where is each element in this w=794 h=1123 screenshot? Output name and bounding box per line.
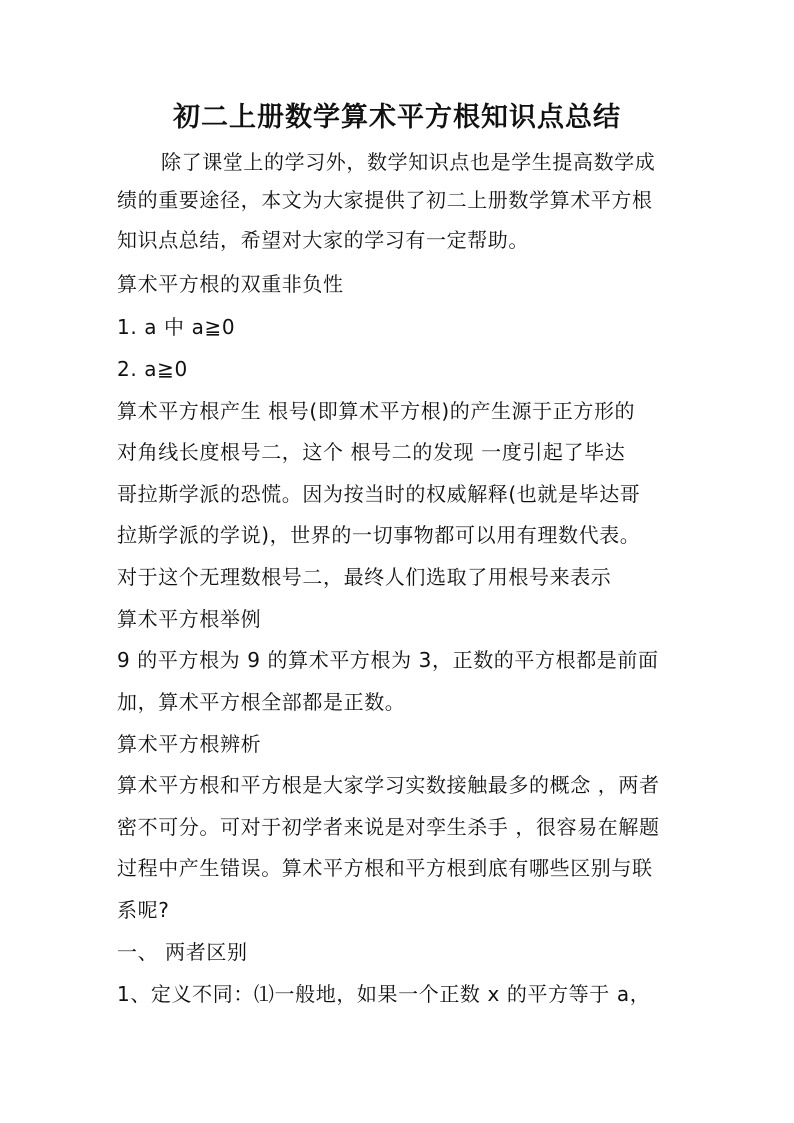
paragraph-line: 拉斯学派的学说)，世界的一切事物都可以用有理数代表。 (117, 523, 641, 547)
paragraph-line: 系呢? (117, 898, 170, 922)
paragraph-line: 算术平方根产生 根号(即算术平方根)的产生源于正方形的 (117, 399, 636, 423)
section-heading: 算术平方根辨析 (117, 732, 262, 756)
section-heading: 算术平方根的双重非负性 (117, 272, 344, 296)
paragraph-line: 加，算术平方根全部都是正数。 (117, 690, 406, 714)
document-title: 初二上册数学算术平方根知识点总结 (173, 102, 621, 133)
paragraph-line: 知识点总结，希望对大家的学习有一定帮助。 (117, 228, 529, 252)
section-heading: 算术平方根举例 (117, 607, 262, 631)
paragraph-line: 过程中产生错误。算术平方根和平方根到底有哪些区别与联 (117, 856, 653, 880)
paragraph-line: 对于这个无理数根号二，最终人们选取了用根号来表示 (117, 565, 612, 589)
paragraph-line: 绩的重要途径，本文为大家提供了初二上册数学算术平方根 (117, 188, 653, 212)
paragraph-line: 9 的平方根为 9 的算术平方根为 3，正数的平方根都是前面 (117, 648, 659, 672)
section-heading: 一、 两者区别 (117, 940, 248, 964)
paragraph-line: 1、定义不同：⑴一般地，如果一个正数 x 的平方等于 a， (117, 982, 651, 1006)
paragraph-line: 对角线长度根号二，这个 根号二的发现 一度引起了毕达 (117, 440, 626, 464)
paragraph-line: 算术平方根和平方根是大家学习实数接触最多的概念 ，两者 (117, 773, 660, 797)
list-item: 2. a≧0 (117, 357, 188, 381)
paragraph-line: 密不可分。可对于初学者来说是对孪生杀手 ，很容易在解题 (117, 815, 660, 839)
list-item: 1. a 中 a≧0 (117, 315, 236, 339)
paragraph-line: 哥拉斯学派的恐慌。因为按当时的权威解释(也就是毕达哥 (117, 482, 641, 506)
paragraph-line: 除了课堂上的学习外，数学知识点也是学生提高数学成 (161, 150, 656, 174)
